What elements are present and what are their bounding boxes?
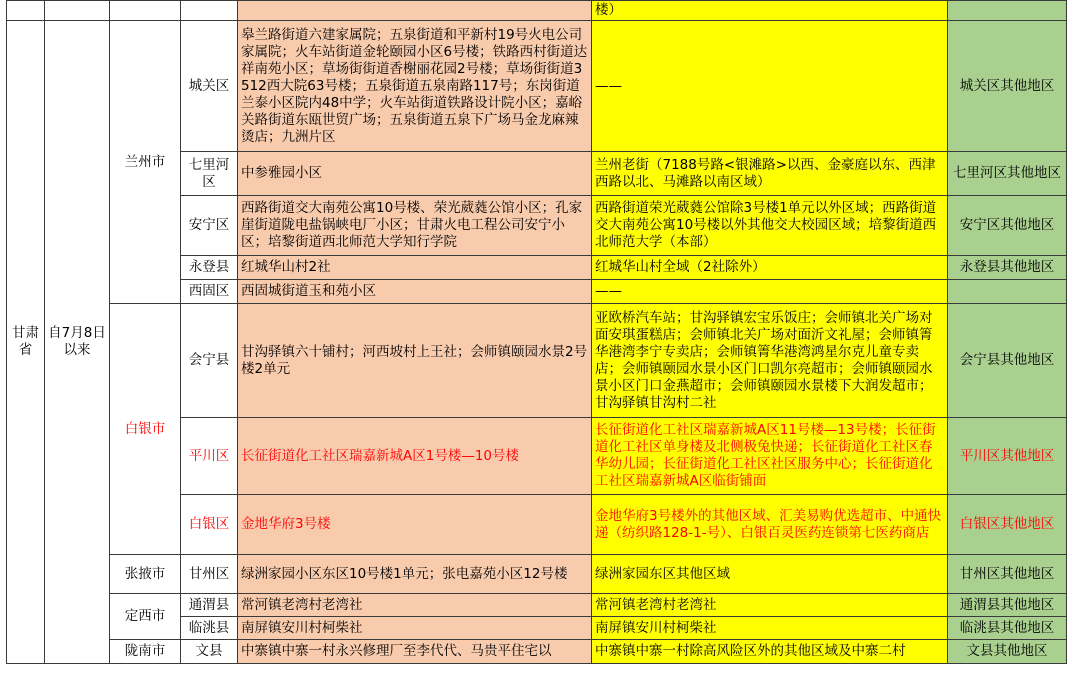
district-cell: 西固区	[181, 280, 238, 304]
district-cell: 安宁区	[181, 196, 238, 256]
high-risk-cell: 长征街道化工社区瑞嘉新城A区1号楼—10号楼	[238, 418, 592, 495]
medium-risk-cell: ——	[592, 21, 948, 152]
medium-risk-cell: 绿洲家园东区其他区域	[592, 555, 948, 594]
high-risk-cell: 南屏镇安川村柯柴社	[238, 617, 592, 640]
table-row	[7, 640, 1067, 664]
table-row	[7, 1, 1067, 21]
district-cell: 平川区	[181, 418, 238, 495]
district-cell: 永登县	[181, 256, 238, 280]
low-risk-cell	[948, 1, 1067, 21]
high-risk-cell: 甘沟驿镇六十铺村；河西坡村上王社；会师镇颐园水景2号楼2单元	[238, 304, 592, 418]
city-cell: 张掖市	[110, 555, 181, 594]
medium-risk-cell: 红城华山村全域（2社除外）	[592, 256, 948, 280]
city-cell: 兰州市	[110, 21, 181, 304]
medium-risk-cell	[592, 640, 948, 664]
low-risk-cell	[948, 280, 1067, 304]
medium-risk-text: 中寨镇中寨一村除高风险区外的其他区域及中寨二村	[595, 643, 906, 659]
medium-risk-cell: 楼）	[592, 1, 948, 21]
low-risk-cell: 甘州区其他地区	[948, 555, 1067, 594]
district-cell: 通渭县	[181, 594, 238, 617]
high-risk-cell: 金地华府3号楼	[238, 495, 592, 555]
high-risk-cell: 西路街道交大南苑公寓10号楼、荣光葳蕤公馆小区；孔家崖街道陇电盐锅峡电厂小区；甘肃火电工程公司安宁小区；培黎街道西北师范大学知行学院	[238, 196, 592, 256]
table-row	[7, 304, 1067, 418]
high-risk-cell: 中参雅园小区	[238, 152, 592, 196]
high-risk-cell: 红城华山村2社	[238, 256, 592, 280]
district-cell: 七里河区	[181, 152, 238, 196]
province-cell: 甘肃省	[7, 21, 45, 664]
city-cell: 定西市	[110, 594, 181, 640]
district-cell: 会宁县	[181, 304, 238, 418]
period-cell: 自7月8日以来	[45, 21, 110, 664]
medium-risk-cell: 金地华府3号楼外的其他区域、汇美易购优选超市、中通快递（纺织路128-1-号）、白银百灵医药连锁第七医药商店	[592, 495, 948, 555]
district-cell: 城关区	[181, 21, 238, 152]
low-risk-cell: 七里河区其他地区	[948, 152, 1067, 196]
high-risk-cell: 绿洲家园小区东区10号楼1单元；张电嘉苑小区12号楼	[238, 555, 592, 594]
low-risk-cell: 永登县其他地区	[948, 256, 1067, 280]
medium-risk-cell: ——	[592, 280, 948, 304]
district-cell: 白银区	[181, 495, 238, 555]
table-cell	[181, 1, 238, 21]
low-risk-cell: 白银区其他地区	[948, 495, 1067, 555]
low-risk-cell: 安宁区其他地区	[948, 196, 1067, 256]
city-cell: 白银市	[110, 304, 181, 555]
table-row	[7, 594, 1067, 617]
district-cell: 临洮县	[181, 617, 238, 640]
table-cell	[110, 1, 181, 21]
low-risk-cell: 会宁县其他地区	[948, 304, 1067, 418]
medium-risk-cell: 西路街道荣光葳蕤公馆除3号楼1单元以外区域；西路街道交大南苑公寓10号楼以外其他交大校园区域；培黎街道西北师范大学（本部）	[592, 196, 948, 256]
table-row	[7, 555, 1067, 594]
high-risk-cell	[238, 1, 592, 21]
risk-area-table	[6, 0, 1067, 664]
low-risk-cell: 文县其他地区	[948, 640, 1067, 664]
medium-risk-cell: 亚欧桥汽车站；甘沟驿镇宏宝乐饭庄；会师镇北关广场对面安琪蛋糕店；会师镇北关广场对面沂文礼屋；会师镇箐华港湾李宁专卖店；会师镇箐华港湾鸿星尔克儿童专卖店；会师镇颐园水景小区门口凯尔亮超市；会师镇颐园水景小区门口金燕超市；会师镇颐园水景楼下大润发超市；甘沟驿镇甘沟村二社	[592, 304, 948, 418]
medium-risk-cell: 兰州老街（7188号路<银滩路>以西、金豪庭以东、西津西路以北、马滩路以南区域）	[592, 152, 948, 196]
high-risk-cell: 西固城街道玉和苑小区	[238, 280, 592, 304]
district-cell: 文县	[181, 640, 238, 664]
table-cell	[7, 1, 45, 21]
high-risk-cell: 常河镇老湾村老湾社	[238, 594, 592, 617]
table-cell	[45, 1, 110, 21]
low-risk-cell: 城关区其他地区	[948, 21, 1067, 152]
low-risk-cell: 通渭县其他地区	[948, 594, 1067, 617]
medium-risk-cell: 常河镇老湾村老湾社	[592, 594, 948, 617]
high-risk-cell: 皋兰路街道六建家属院；五泉街道和平新村19号火电公司家属院；火车站街道金轮颐园小区6号楼；铁路西村街道达祥南苑小区；草场街街道香榭丽花园2号楼；草场街街道3512西大院63号楼；五泉街道五泉南路117号；东岗街道兰泰小区院内48中学；火车站街道铁路设计院小区；嘉峪关路街道东瓯世贸广场；五泉街道五泉下广场马金龙麻辣烫店；九洲片区	[238, 21, 592, 152]
high-risk-cell	[238, 640, 592, 664]
city-cell: 陇南市	[110, 640, 181, 664]
low-risk-cell: 临洮县其他地区	[948, 617, 1067, 640]
low-risk-cell: 平川区其他地区	[948, 418, 1067, 495]
table-row	[7, 21, 1067, 152]
district-cell: 甘州区	[181, 555, 238, 594]
medium-risk-cell: 南屏镇安川村柯柴社	[592, 617, 948, 640]
medium-risk-cell: 长征街道化工社区瑞嘉新城A区11号楼—13号楼；长征街道化工社区单身楼及北侧极兔快递；长征街道化工社区春华幼儿园；长征街道化工社区社区服务中心；长征街道化工社区瑞嘉新城A区临街铺面	[592, 418, 948, 495]
high-risk-text: 中寨镇中寨一村永兴修理厂至李代代、马贵平住宅以	[241, 643, 552, 659]
